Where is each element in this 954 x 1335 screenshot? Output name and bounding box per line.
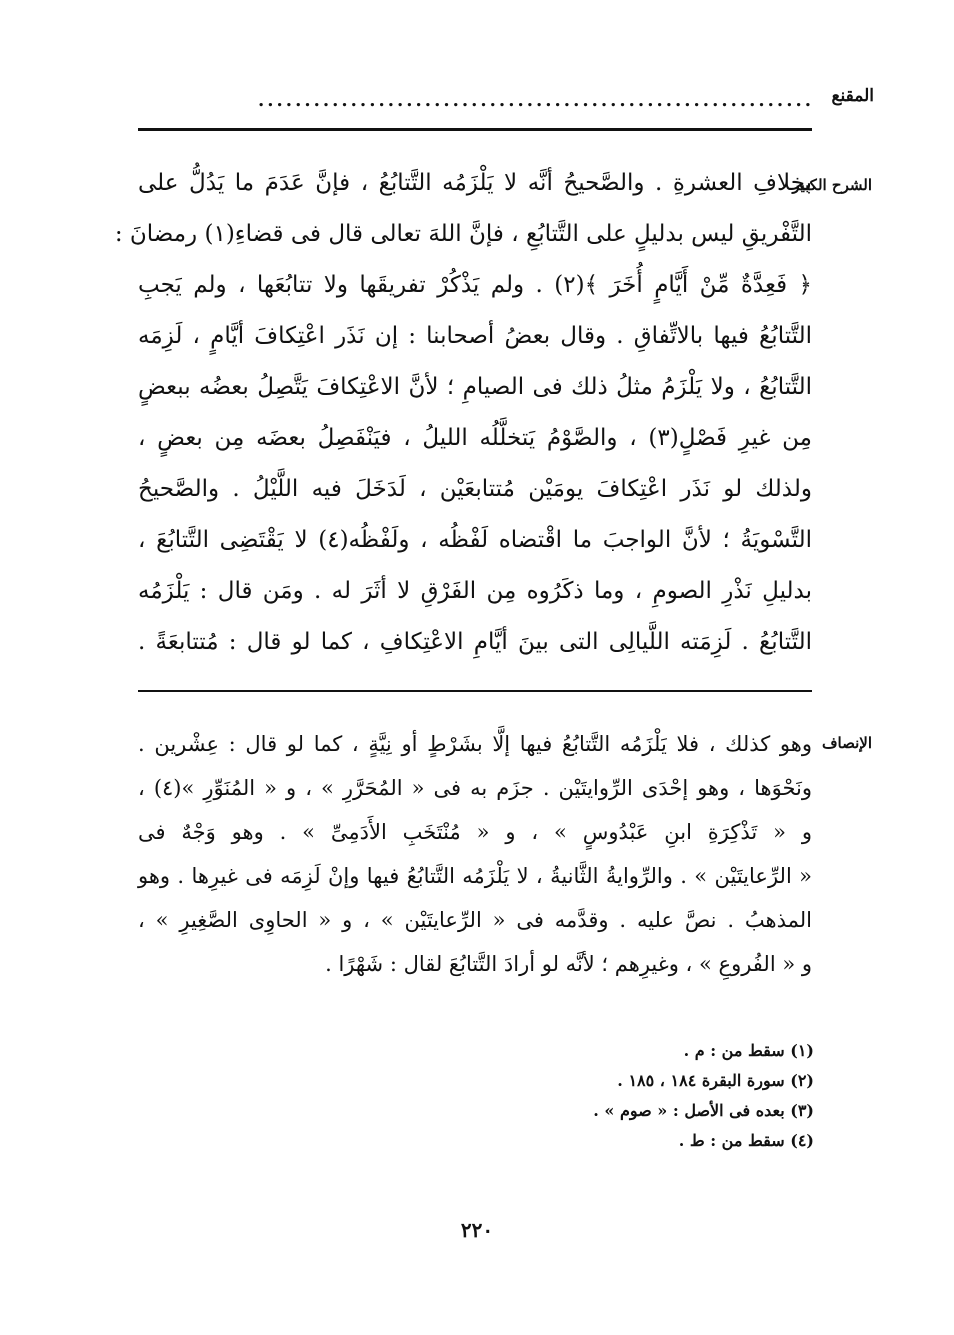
header-rule [138, 128, 812, 131]
insaf-text-block [138, 722, 812, 986]
insaf-text-line: ونَحْوَها ، وهو إحْدَى الرِّوايتَيْن . جزَم به فى « المُحَرَّرِ » ، و « المُنَوِّرِ »(٤) ، [138, 776, 812, 800]
insaf-text-line: و « الفُروعِ » ، وغيرِهم ؛ لأنَّه لو أرادَ التَّتابُعَ لقال : شَهْرًا . [325, 952, 812, 976]
footnote: (١) سقط من : م . [683, 1041, 814, 1060]
footnote: (٤) سقط من : ط . [678, 1131, 814, 1150]
book-title: المقنع [831, 86, 874, 106]
main-text-block [114, 158, 812, 668]
footnote: (٢) سورة البقرة ١٨٤ ، ١٨٥ . [617, 1071, 814, 1090]
section-divider [138, 690, 812, 692]
main-text-line: التَّتابُعُ فيها بالاتِّفاقِ . وقال بعضُ أصحابنا : إن نَذَر اعْتِكافَ أيَّامٍ ، لَزِمَه [138, 323, 812, 349]
section-label-sharh-kabir: الشرح الكبير [792, 176, 872, 194]
main-text-line: ﴿ فَعِدَّةٌ مِّنْ أَيَّامٍ أُخَرَ ﴾(٢) . ولم يَذْكُرْ تفريقَها ولا تتابُعَها ، ولم يَجبِ [138, 272, 812, 298]
main-text-line: التَّسْويَةُ ؛ لأنَّ الواجبَ ما اقْتضاه لَفْظُه ، ولَفْظُه(٤) لا يَقْتَضِى التَّتابُعَ ، [138, 527, 812, 553]
insaf-text-line: « الرِّعايتَيْن » . والرِّوايةُ الثَّانيةُ ، لا يَلْزَمُه التَّتابُعُ فيها وإنْ لَزِمَه فى غيرِها . وهو [138, 864, 812, 888]
insaf-text-line: و « تَذْكِرَةِ ابنِ عَبْدُوسٍ » ، و « مُنْتَخَبِ الأَدَمِىِّ » . وهو وَجْهٌ فى [138, 820, 812, 844]
section-label-insaf: الإنصاف [821, 734, 872, 752]
main-text-line: بدليلِ نَذْرِ الصومِ ، وما ذكَرُوه مِن الفَرْقِ لا أثَرَ له . ومَن قال : يَلْزَمُه [138, 578, 812, 604]
footnotes [593, 1036, 814, 1156]
header-dotted-leader: ............................................................ [258, 90, 814, 111]
insaf-text-line: المذهبُ . نصَّ عليه . وقدَّمه فى « الرِّعايتَيْن » ، و « الحاوِى الصَّغِيرِ » ، [138, 908, 812, 932]
main-text-line: مِن غيرِ فَصْلٍ(٣) ، والصَّوْمُ يَتخلَّلُه الليلُ ، فيَنْفَصِلُ بعضَه مِن بعضٍ ، [138, 425, 812, 451]
main-text-line: التَّفْريقِ ليس بدليلٍ على التَّتابُعِ ، فإنَّ اللهَ تعالى قال فى قضاءِ(١) رمضانَ : [114, 221, 812, 247]
main-text-line: ولذلك لو نَذَر اعْتِكافَ يومَيْن مُتتابعَيْن ، لَدَخَلَ فيه اللَّيْلُ . والصَّحيحُ [138, 476, 812, 502]
main-text-line: التَّتابُعُ ، ولا يَلْزَمُ مثلُ ذلك فى الصيامِ ؛ لأنَّ الاعْتِكافَ يَتَّصِلُ بعضُه ببعضٍ [138, 374, 812, 400]
page-number: ٢٢٠ [460, 1218, 494, 1242]
main-text-line: بخلافِ العشرةِ . والصَّحيحُ أنَّه لا يَلْزَمُه التَّتابُعُ ، فإنَّ عَدَمَ ما يَدُلُّ على [138, 170, 812, 196]
insaf-text-line: وهو كذلك ، فلا يَلْزَمُه التَّتابُعُ فيها إلَّا بشَرْطٍ أو نِيَّةٍ ، كما لو قال : عِشْرين . [138, 732, 812, 756]
footnote: (٣) بعده فى الأصل : « صوم » . [593, 1101, 814, 1120]
main-text-line: التَّتابُعُ . لَزِمَته اللَّيالِى التى بينَ أيَّامِ الاعْتِكافِ ، كما لو قال : مُتتابعَةً . [138, 629, 812, 655]
